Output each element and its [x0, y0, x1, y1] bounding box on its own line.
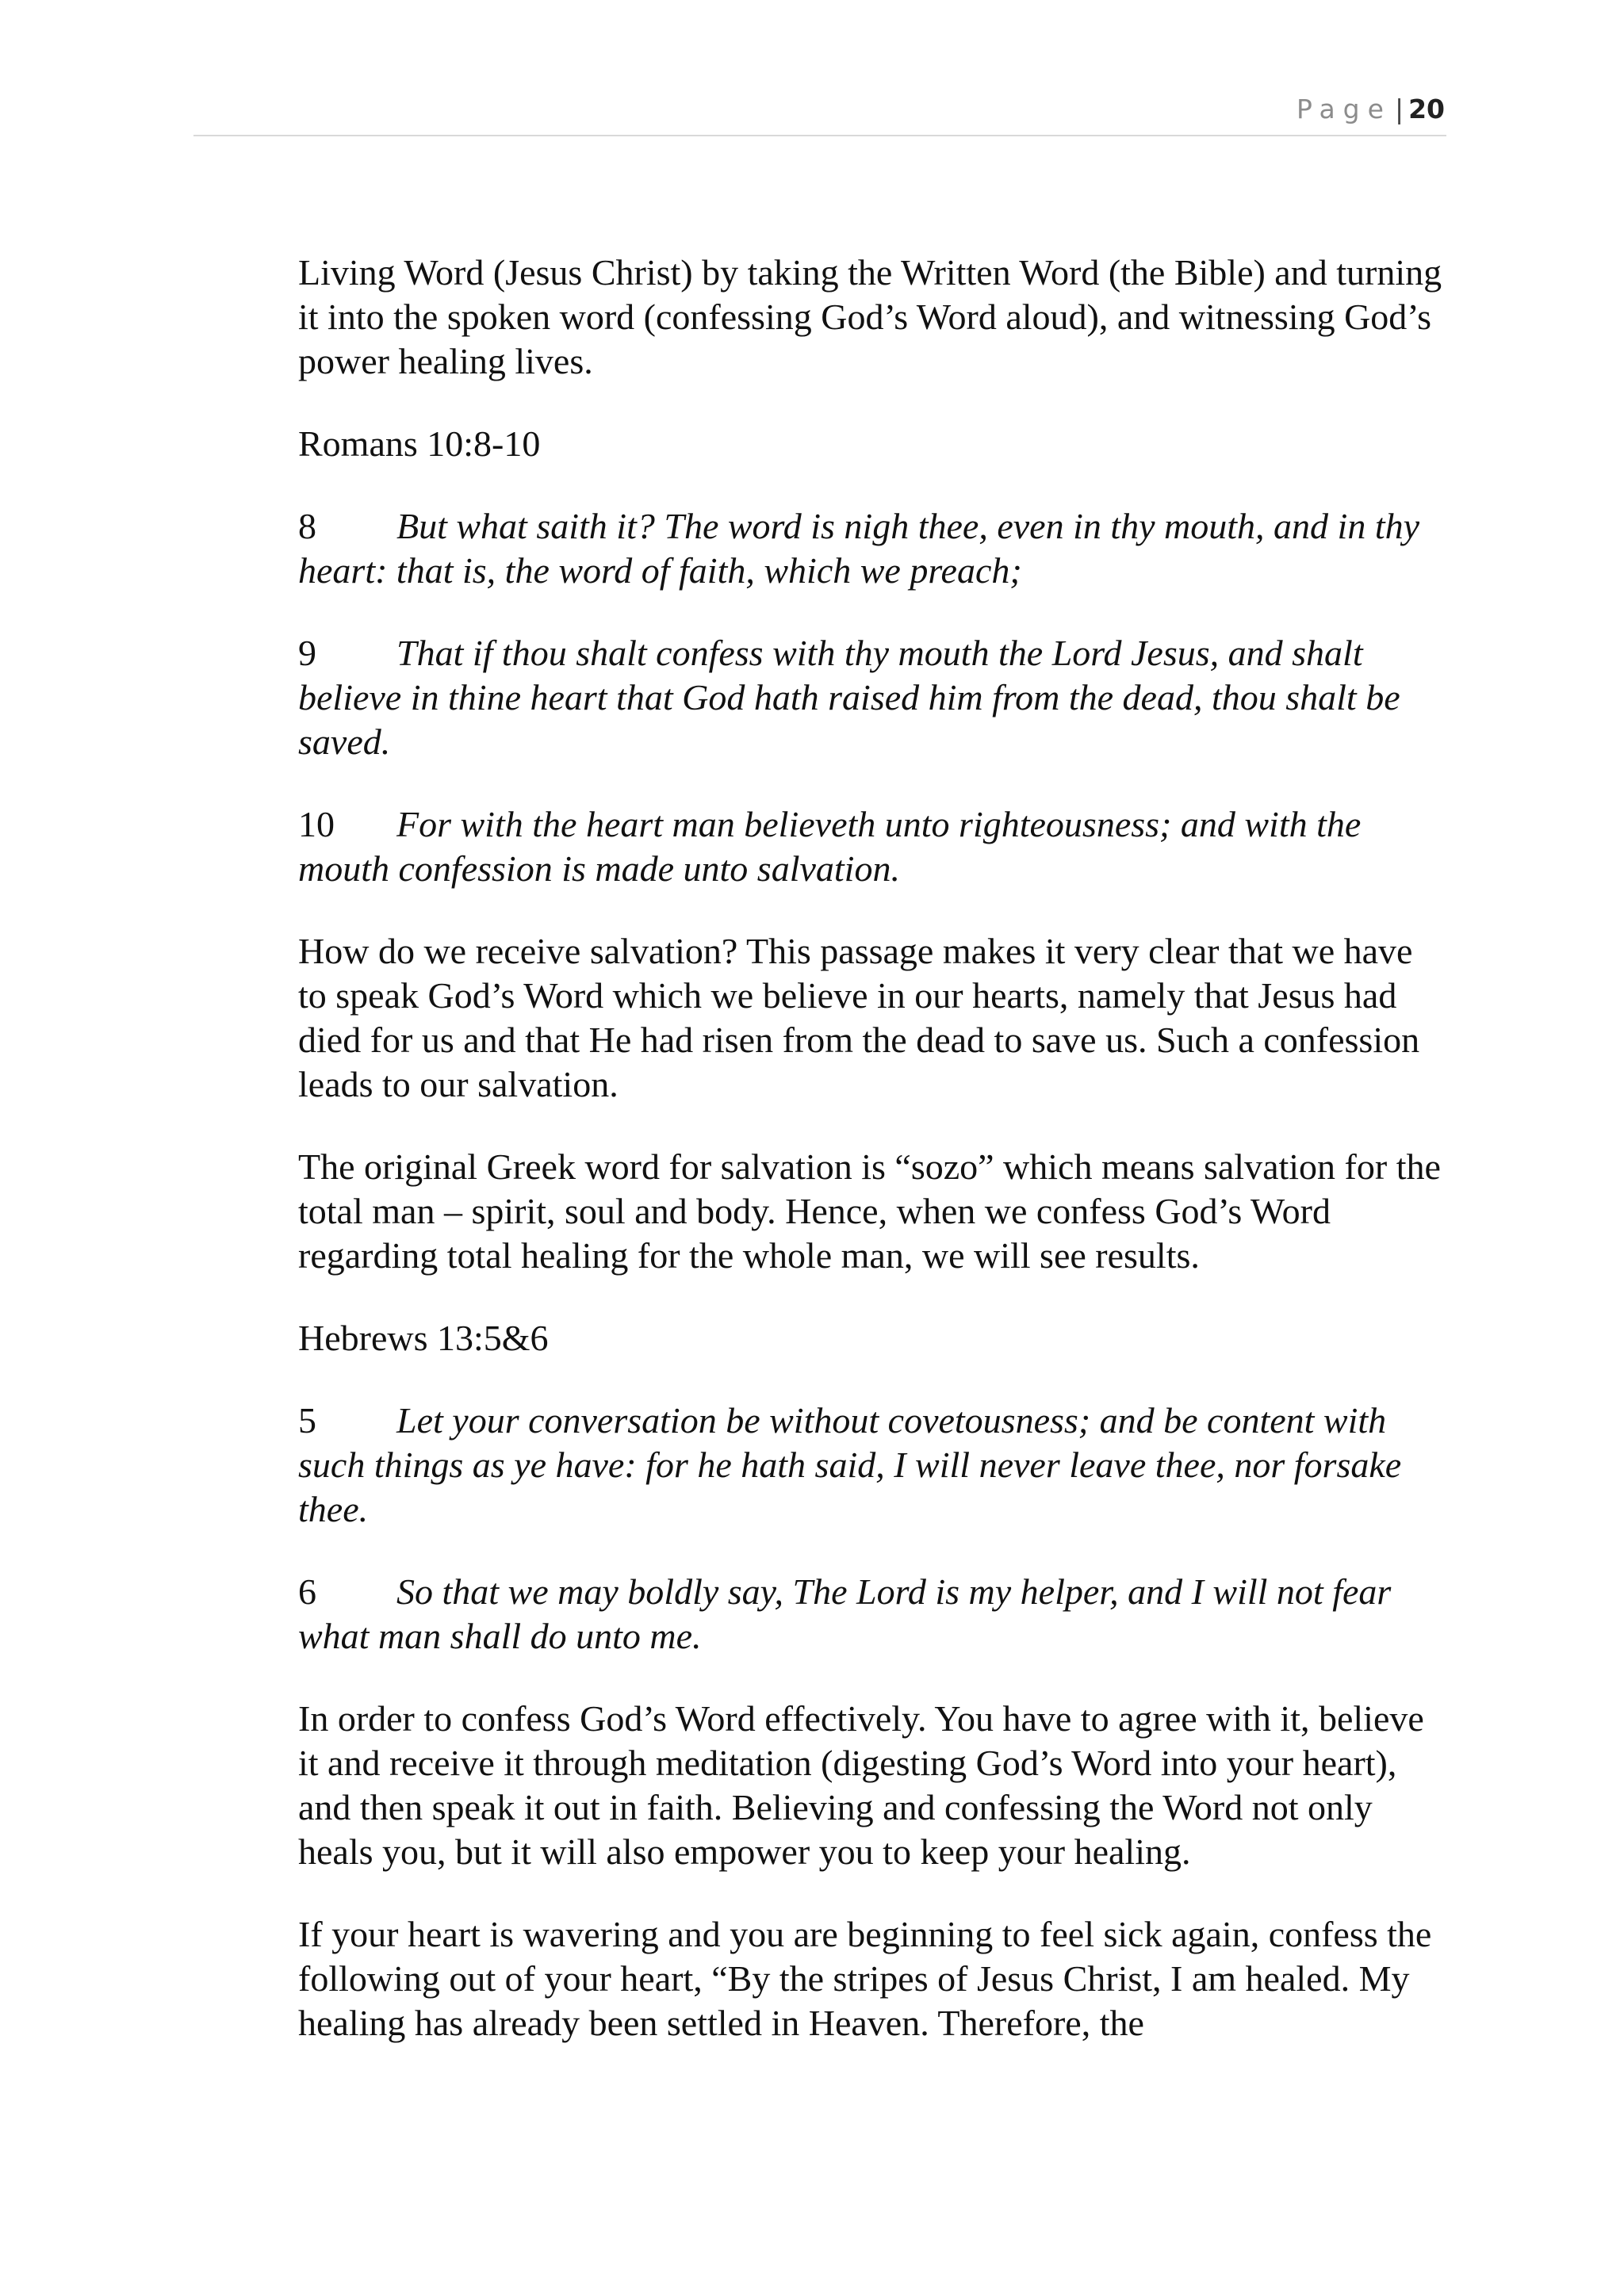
verse-text: So that we may boldly say, The Lord is my helper, and I will not fear what man shall do unto me.: [298, 1571, 1392, 1656]
verse-text: But what saith it? The word is nigh thee, even in thy mouth, and in thy heart: that is, the word of faith, which we preach;: [298, 506, 1420, 591]
header-rule: [193, 135, 1446, 136]
verse: [298, 631, 1448, 764]
scripture-reference: Hebrews 13:5&6: [298, 1318, 549, 1358]
verse-number: 5: [298, 1400, 316, 1441]
verse-text: That if thou shalt confess with thy mouth the Lord Jesus, and shalt believe in thine heart that God hath raised him from the dead, thou shalt be saved.: [298, 633, 1400, 762]
paragraph: If your heart is wavering and you are beginning to feel sick again, confess the following out of your heart, “By the stripes of Jesus Christ, I am healed. My healing has already been settled in Heaven. Therefore, the: [298, 1914, 1432, 2043]
page-header: [1297, 94, 1445, 124]
scripture-reference: Romans 10:8-10: [298, 423, 541, 464]
paragraph: Living Word (Jesus Christ) by taking the Written Word (the Bible) and turning it into the spoken word (confessing God’s Word aloud), and witnessing God’s power healing lives.: [298, 252, 1442, 381]
verse-text: Let your conversation be without covetousness; and be content with such things as ye have: for he hath said, I will never leave thee, nor forsake thee.: [298, 1400, 1402, 1529]
page-body: [298, 251, 1448, 2084]
paragraph: How do we receive salvation? This passage makes it very clear that we have to speak God’s Word which we believe in our hearts, namely that Jesus had died for us and that He had risen from the dead to save us. Such a confession leads to our salvation.: [298, 931, 1420, 1104]
verse: [298, 1570, 1448, 1659]
paragraph: The original Greek word for salvation is “sozo” which means salvation for the total man – spirit, soul and body. Hence, when we confess God’s Word regarding total healing for the whole man, we will see results.: [298, 1146, 1441, 1276]
page-number: 20: [1408, 94, 1445, 124]
page-label: Page: [1297, 94, 1392, 124]
verse-text: For with the heart man believeth unto righteousness; and with the mouth confession is made unto salvation.: [298, 804, 1362, 889]
verse-number: 9: [298, 633, 316, 673]
verse: [298, 802, 1448, 891]
verse-number: 8: [298, 506, 316, 546]
verse-number: 6: [298, 1571, 316, 1612]
paragraph: In order to confess God’s Word effectively. You have to agree with it, believe it and receive it through meditation (digesting God’s Word into your heart), and then speak it out in faith. Believing and confessing the Word not only heals you, but it will also empower you to keep your healing.: [298, 1698, 1424, 1872]
page-separator: |: [1394, 94, 1404, 124]
verse: [298, 504, 1448, 593]
verse-number: 10: [298, 804, 335, 844]
verse: [298, 1399, 1448, 1532]
